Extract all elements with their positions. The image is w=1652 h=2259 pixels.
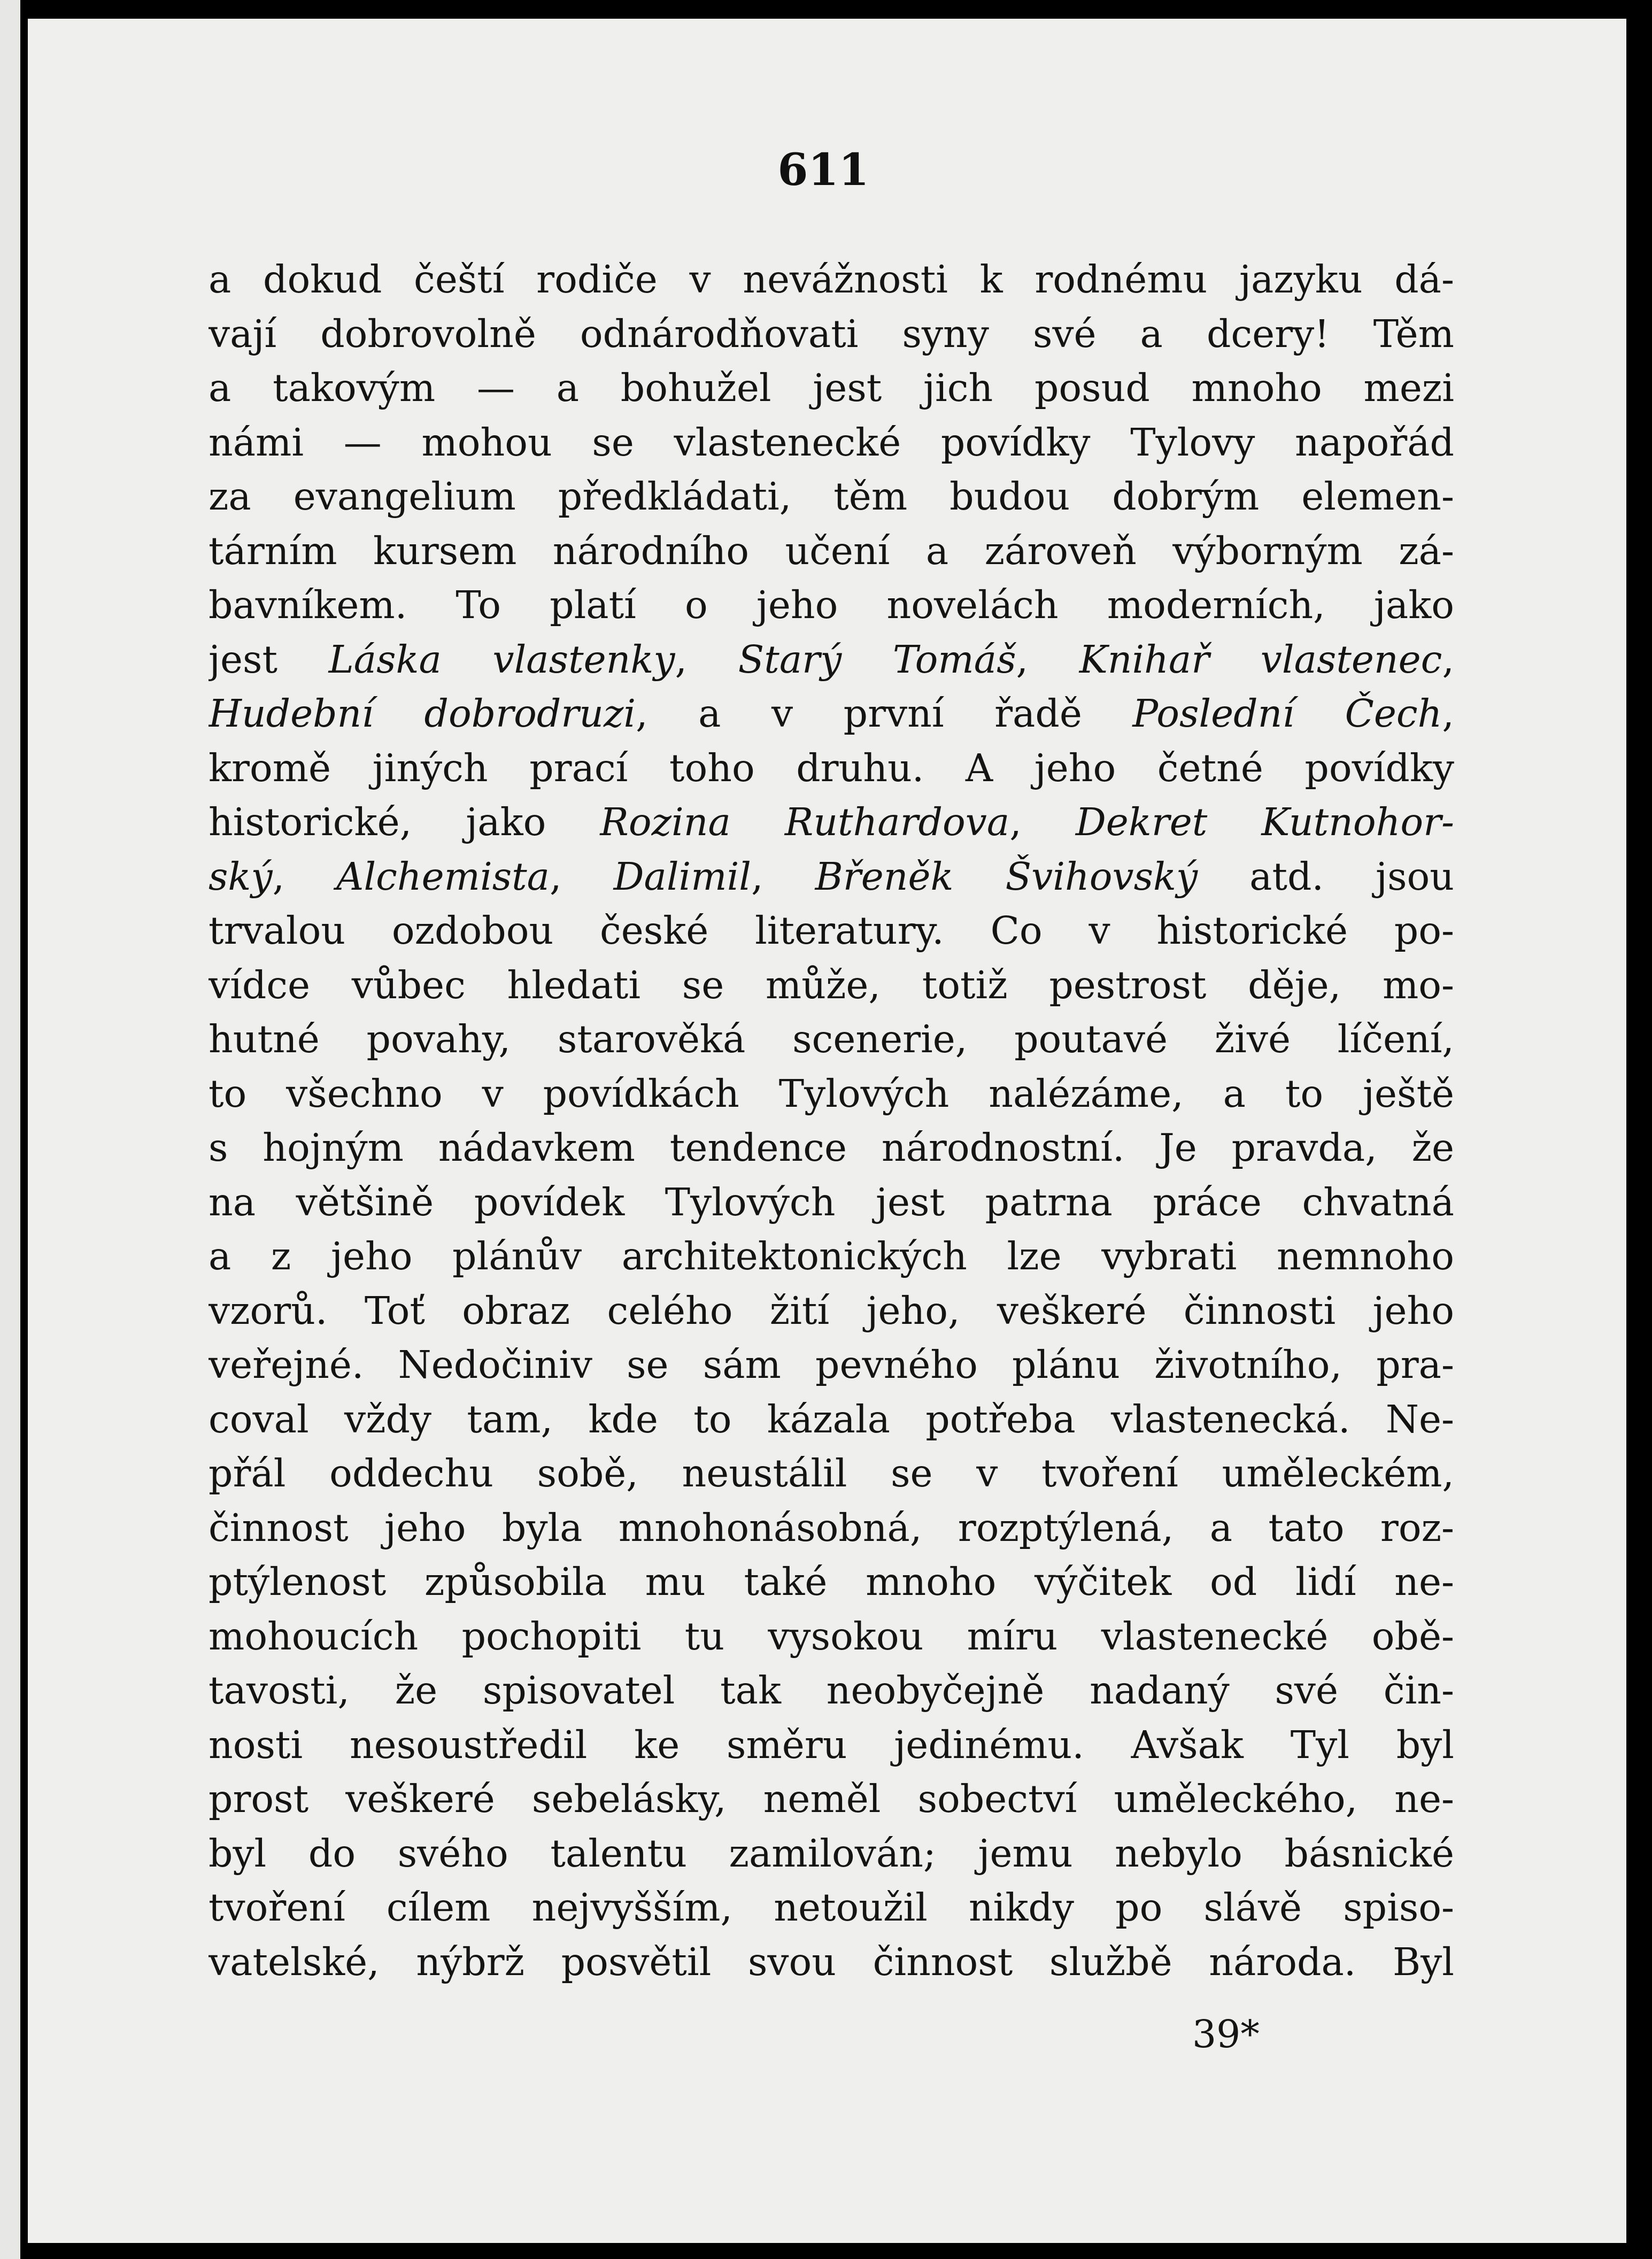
text-span: tvoření cílem nejvyšším, netoužil nikdy po slávě spiso-: [209, 1885, 1454, 1930]
text-span: ,: [1442, 637, 1454, 682]
text-span: tavosti, že spisovatel tak neobyčejně nadaný své čin-: [209, 1668, 1454, 1713]
text-span: a z jeho plánův architektonických lze vybrati nemnoho: [209, 1234, 1454, 1278]
text-line: [209, 1501, 1454, 1555]
text-line: [209, 1338, 1454, 1392]
text-line: [209, 1935, 1454, 1990]
text-line: [209, 1392, 1454, 1447]
text-span: mohoucích pochopiti tu vysokou míru vlastenecké obě-: [209, 1614, 1454, 1659]
italic-title: Rozina Ruthardova: [600, 800, 1010, 844]
text-span: vatelské, nýbrž posvětil svou činnost službě národa. Byl: [209, 1939, 1454, 1984]
italic-title: Knihař vlastenec: [1079, 637, 1442, 682]
italic-title: Láska vlastenky: [328, 637, 675, 682]
text-span: ,: [1009, 800, 1076, 844]
italic-title: Hudební dobrodruzi: [209, 691, 636, 736]
text-span: veřejné. Nedočiniv se sám pevného plánu životního, pra-: [209, 1343, 1454, 1387]
text-span: hutné povahy, starověká scenerie, poutavé živé líčení,: [209, 1017, 1454, 1061]
text-span: ,: [272, 854, 337, 899]
text-span: to všechno v povídkách Tylových nalézáme, a to ještě: [209, 1071, 1454, 1116]
text-span: jest: [209, 637, 329, 682]
text-line: [209, 850, 1454, 904]
text-line: [209, 469, 1454, 524]
text-span: ,: [1016, 637, 1079, 682]
italic-title: Poslední Čech: [1132, 691, 1442, 736]
text-line: [209, 904, 1454, 958]
italic-title: Břeněk Švihovský: [815, 854, 1198, 899]
text-line: [209, 524, 1454, 579]
text-line: [209, 415, 1454, 470]
text-line: [209, 1067, 1454, 1121]
italic-title: Alchemista: [336, 854, 550, 899]
page-number: 611: [777, 144, 869, 196]
text-span: přál oddechu sobě, neustálil se v tvoření uměleckém,: [209, 1451, 1454, 1495]
text-span: nosti nesoustředil ke směru jedinému. Avšak Tyl byl: [209, 1722, 1454, 1767]
text-line: [209, 1012, 1454, 1067]
text-line: [209, 1772, 1454, 1826]
text-span: vzorů. Toť obraz celého žití jeho, veškeré činnosti jeho: [209, 1288, 1454, 1333]
text-span: ,: [1442, 691, 1454, 736]
text-line: [209, 1229, 1454, 1284]
italic-title: ský: [209, 854, 273, 899]
italic-title: Starý Tomáš: [738, 637, 1016, 682]
text-span: , a v první řadě: [636, 691, 1133, 736]
text-line: [209, 1121, 1454, 1175]
text-span: bavníkem. To platí o jeho novelách moderních, jako: [209, 583, 1454, 627]
text-span: ,: [550, 854, 614, 899]
italic-title: Dalimil: [613, 854, 752, 899]
text-span: vídce vůbec hledati se může, totiž pestrost děje, mo-: [209, 962, 1454, 1007]
text-line: [209, 1555, 1454, 1609]
text-line: [209, 741, 1454, 796]
text-span: na většině povídek Tylových jest patrna práce chvatná: [209, 1179, 1454, 1224]
signature-mark: 39*: [1192, 2012, 1260, 2056]
text-span: historické, jako: [209, 800, 600, 844]
text-line: [209, 1718, 1454, 1772]
text-span: tárním kursem národního učení a zároveň výborným zá-: [209, 528, 1454, 573]
italic-title: Dekret Kutnohor-: [1075, 800, 1454, 844]
text-span: byl do svého talentu zamilován; jemu nebylo básnické: [209, 1831, 1454, 1876]
text-line: [209, 307, 1454, 361]
text-span: a takovým — a bohužel jest jich posud mnoho mezi: [209, 366, 1454, 410]
body-text: [209, 252, 1454, 1989]
text-line: [209, 795, 1454, 850]
text-line: [209, 1663, 1454, 1718]
text-span: ptýlenost způsobila mu také mnoho výčitek od lidí ne-: [209, 1560, 1454, 1604]
text-line: [209, 958, 1454, 1013]
text-line: [209, 1175, 1454, 1230]
text-line: [209, 578, 1454, 633]
text-span: s hojným nádavkem tendence národnostní. Je pravda, že: [209, 1125, 1454, 1170]
text-span: námi — mohou se vlastenecké povídky Tylovy napořád: [209, 420, 1454, 465]
text-span: atd. jsou: [1198, 854, 1454, 899]
text-line: [209, 1609, 1454, 1664]
text-span: ,: [751, 854, 815, 899]
text-line: [209, 361, 1454, 415]
text-line: [209, 1826, 1454, 1881]
text-line: [209, 1446, 1454, 1501]
text-span: činnost jeho byla mnohonásobná, rozptýlená, a tato roz-: [209, 1505, 1454, 1550]
text-span: prost veškeré sebelásky, neměl sobectví uměleckého, ne-: [209, 1777, 1454, 1821]
text-span: vají dobrovolně odnárodňovati syny své a dcery! Těm: [209, 311, 1454, 356]
text-line: [209, 687, 1454, 741]
text-span: za evangelium předkládati, těm budou dobrým elemen-: [209, 474, 1454, 519]
text-span: a dokud čeští rodiče v nevážnosti k rodnému jazyku dá-: [209, 257, 1454, 302]
text-span: ,: [675, 637, 738, 682]
text-span: trvalou ozdobou české literatury. Co v historické po-: [209, 908, 1454, 953]
text-line: [209, 1284, 1454, 1338]
text-span: coval vždy tam, kde to kázala potřeba vlastenecká. Ne-: [209, 1397, 1454, 1441]
text-span: kromě jiných prací toho druhu. A jeho četné povídky: [209, 745, 1454, 790]
scan-left-border: [0, 0, 28, 2259]
text-line: [209, 633, 1454, 687]
text-line: [209, 252, 1454, 307]
text-line: [209, 1880, 1454, 1935]
